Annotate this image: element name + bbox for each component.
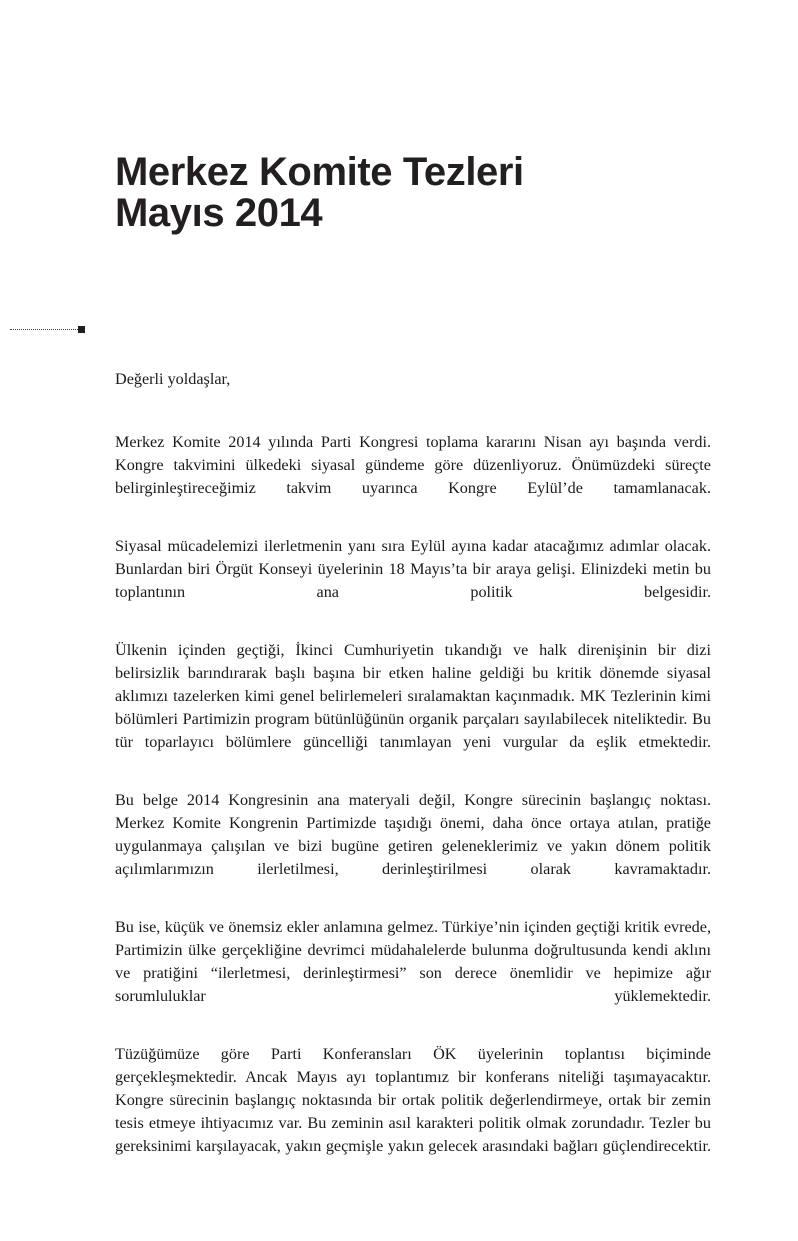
paragraph-4: Bu belge 2014 Kongresinin ana materyali değil, Kongre sürecinin başlangıç noktası. Merkez Komite Kongrenin Partimizde taşıdığı önemi, daha önce ortaya atılan, pratiğe uygulanmaya çalışılan ve bizi bugüne getiren geleneklerimiz ve yakın dönem politik açılımlarımızın ilerletilmesi, derinleştirilmesi olarak kavramaktadır. [115, 791, 711, 879]
paragraph-salutation: Değerli yoldaşlar, [115, 370, 231, 388]
page-title-line-1: Merkez Komite Tezleri [115, 150, 524, 194]
dotted-rule-icon [10, 329, 78, 330]
square-bullet-icon [78, 326, 85, 333]
paragraph-2: Siyasal mücadelemizi ilerletmenin yanı sıra Eylül ayına kadar atacağımız adımlar olacak. Bunlardan biri Örgüt Konseyi üyelerinin 18 Mayıs’ta bir araya gelişi. Elinizdeki metin bu toplantının ana politik belgesidir. [115, 537, 711, 602]
page-title [115, 152, 715, 234]
header-rule-marker [10, 326, 85, 334]
page-header [0, 152, 798, 262]
page-title-line-2: Mayıs 2014 [115, 191, 323, 235]
paragraph-6: Tüzüğümüze göre Parti Konferansları ÖK üyelerinin toplantısı biçiminde gerçekleşmektedir. Ancak Mayıs ayı toplantımız bir konferans niteliği taşımayacaktır. Kongre sürecinin başlangıç noktasında bir ortak politik değerlendirmeye, ortak bir zemin tesis etmeye ihtiyacımız var. Bu zeminin asıl karakteri politik olmak zorundadır. Tezler bu gereksinimi karşılayacak, yakın geçmişle yakın gelecek arasındaki bağları güçlendirecektir. [115, 1044, 711, 1156]
paragraph-1: Merkez Komite 2014 yılında Parti Kongresi toplama kararını Nisan ayı başında verdi. Kongre takvimini ülkedeki siyasal gündeme göre düzenliyoruz. Önümüzdeki süreçte belirginleştireceğimiz takvim uyarınca Kongre Eylül’de tamamlanacak. [115, 433, 711, 498]
paragraph-5: Bu ise, küçük ve önemsiz ekler anlamına gelmez. Türkiye’nin içinden geçtiği kritik evrede, Partimizin ülke gerçekliğine devrimci müdahalelerde bulunma doğrultusunda kendi aklını ve pratiğini “ilerletmesi, derinleştirmesi” son derece önemlidir ve hepimize ağır sorumluluklar yüklemektedir. [115, 917, 711, 1006]
body-text [115, 368, 711, 1182]
paragraph-3: Ülkenin içinden geçtiği, İkinci Cumhuriyetin tıkandığı ve halk direnişinin bir dizi belirsizlik barındırarak başlı başına bir etken haline geldiği bu kritik dönemde siyasal aklımızı tazelerken kimi genel belirlemeleri sıralamaktan kaçınmadık. MK Tezlerinin kimi bölümleri Partimizin program bütünlüğünün organik parçaları sayılabilecek niteliktedir. Bu tür toparlayıcı bölümlere güncelliği tanımlayan yeni vurgular da eşlik etmektedir. [115, 640, 711, 752]
